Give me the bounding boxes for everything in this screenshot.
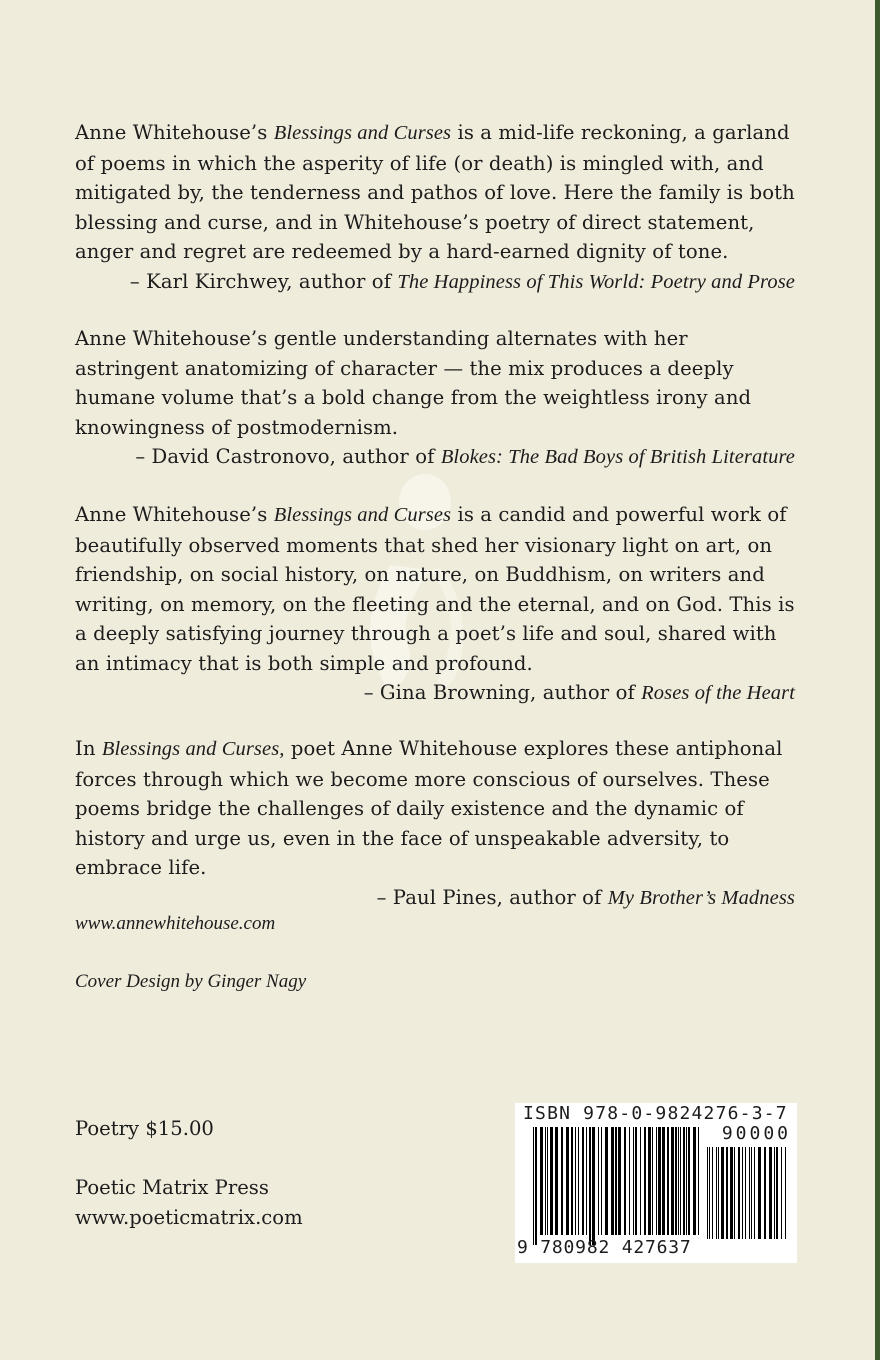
barcode-bar [675,1127,677,1235]
price-label: Poetry $15.00 [75,1117,214,1140]
barcode-bar [652,1127,653,1235]
barcode-bar [582,1127,584,1235]
barcode-bar [533,1127,534,1245]
barcode-bar [589,1127,591,1245]
barcode-bar [749,1147,750,1239]
barcode-bar [586,1127,587,1235]
ean-digits: 9 780982 427637 [517,1237,692,1258]
price-code: 90000 [721,1123,791,1144]
isbn-barcode [515,1103,797,1263]
blurb-pines [75,734,795,913]
barcode-bar [601,1127,602,1235]
barcode-bar [547,1127,548,1235]
barcode-bar [555,1127,558,1235]
barcode-bar [550,1127,553,1235]
barcode-bar [769,1147,772,1239]
barcode-bar [709,1147,710,1239]
barcode-bar [776,1147,778,1239]
barcode-bar [758,1147,761,1239]
blurb-browning [75,500,795,709]
barcode-bar [738,1147,740,1239]
barcode-bar [618,1127,621,1235]
barcode-bar [716,1147,717,1239]
barcode-bar [667,1127,669,1235]
barcode-bar [545,1127,546,1235]
barcode-bar [605,1127,608,1235]
cover-design-credit: Cover Design by Ginger Nagy [75,971,307,992]
barcode-bar [566,1127,569,1235]
barcode-bar [726,1147,728,1239]
barcode-bar [774,1147,775,1239]
ean-barcode-bars [533,1127,701,1245]
barcode-bar [683,1127,685,1235]
barcode-bar [764,1147,766,1239]
blurb-attribution: – Karl Kirchwey, author of The Happiness of This World: Poetry and Prose [129,269,795,293]
barcode-bar [561,1127,563,1235]
barcode-bar [693,1127,696,1235]
barcode-bar [742,1147,743,1239]
barcode-bar [680,1127,681,1235]
blurb-text: Anne Whitehouse’s gentle understanding alternates with her astringent anatomizing of character — the mix produces a deeply humane volume that’s a bold change from the weightless irony and knowingness of postmodernism. [75,327,752,439]
barcode-bar [648,1127,651,1235]
publisher-website: www.poeticmatrix.com [75,1206,303,1229]
barcode-bar [678,1127,679,1235]
blurb-castronovo [75,324,795,473]
barcode-bar [640,1127,641,1235]
blurb-attribution: – Paul Pines, author of My Brother’s Madness [376,885,795,909]
barcode-bar [721,1147,724,1239]
barcode-bar [540,1127,543,1235]
barcode-bar [598,1127,599,1235]
barcode-bar [633,1127,634,1235]
barcode-bar [578,1127,579,1235]
barcode-bar [611,1127,614,1235]
barcode-bar [754,1147,755,1239]
barcode-bar [662,1127,665,1235]
barcode-bar [615,1127,617,1235]
publisher-name: Poetic Matrix Press [75,1176,269,1199]
blurb-text: Anne Whitehouse’s Blessings and Curses is a candid and powerful work of beautifully observed moments that shed her visionary light on art, on friendship, on social history, on nature, on Buddhism, on writers and writing, on memory, on the fleeting and the eternal, and on God. This is a deeply satisfying journey through a poet’s life and soul, shared with an intimacy that is both simple and profound. [75,503,795,675]
barcode-bar [635,1127,637,1235]
barcode-bar [712,1147,713,1239]
barcode-bar [656,1127,657,1235]
blurb-attribution: – Gina Browning, author of Roses of the Heart [363,681,795,704]
barcode-bar [592,1127,595,1245]
barcode-bar [629,1127,630,1235]
barcode-bar [707,1147,708,1239]
barcode-bar [535,1127,537,1245]
addon-barcode-bars [707,1147,789,1239]
barcode-bar [686,1127,687,1235]
author-website: www.annewhitehouse.com [75,913,276,934]
barcode-bar [781,1147,782,1239]
blurb-text: In Blessings and Curses, poet Anne Whitehouse explores these antiphonal forces through which we become more conscious of ourselves. These poems bridge the challenges of daily existence and the dynamic of history and urge us, even in the face of unspeakable adversity, to embrace life. [75,737,783,879]
barcode-bar [688,1127,690,1235]
blurb-kirchwey [75,118,795,297]
spine-edge [875,0,880,1360]
barcode-bar [571,1127,573,1235]
barcode-bar [624,1127,626,1235]
blurb-attribution: – David Castronovo, author of Blokes: The Bad Boys of British Literature [135,445,795,468]
barcode-bar [734,1147,735,1239]
barcode-bar [785,1147,786,1239]
barcode-bar [644,1127,646,1235]
barcode-bar [575,1127,576,1235]
barcode-bar [698,1127,699,1235]
barcode-bar [745,1147,746,1239]
blurb-text: Anne Whitehouse’s Blessings and Curses is a mid-life reckoning, a garland of poems in which the asperity of life (or death) is mingled with, and mitigated by, the tenderness and pathos of love. Here the family is both blessing and curse, and in Whitehouse’s poetry of direct statement, anger and regret are redeemed by a hard-earned dignity of tone. [75,121,795,263]
barcode-bar [718,1147,719,1239]
barcode-bar [751,1147,752,1239]
barcode-bar [658,1127,661,1235]
barcode-bar [730,1147,733,1239]
barcode-bar [671,1127,674,1235]
isbn-number: ISBN 978-0-9824276-3-7 [523,1103,788,1124]
